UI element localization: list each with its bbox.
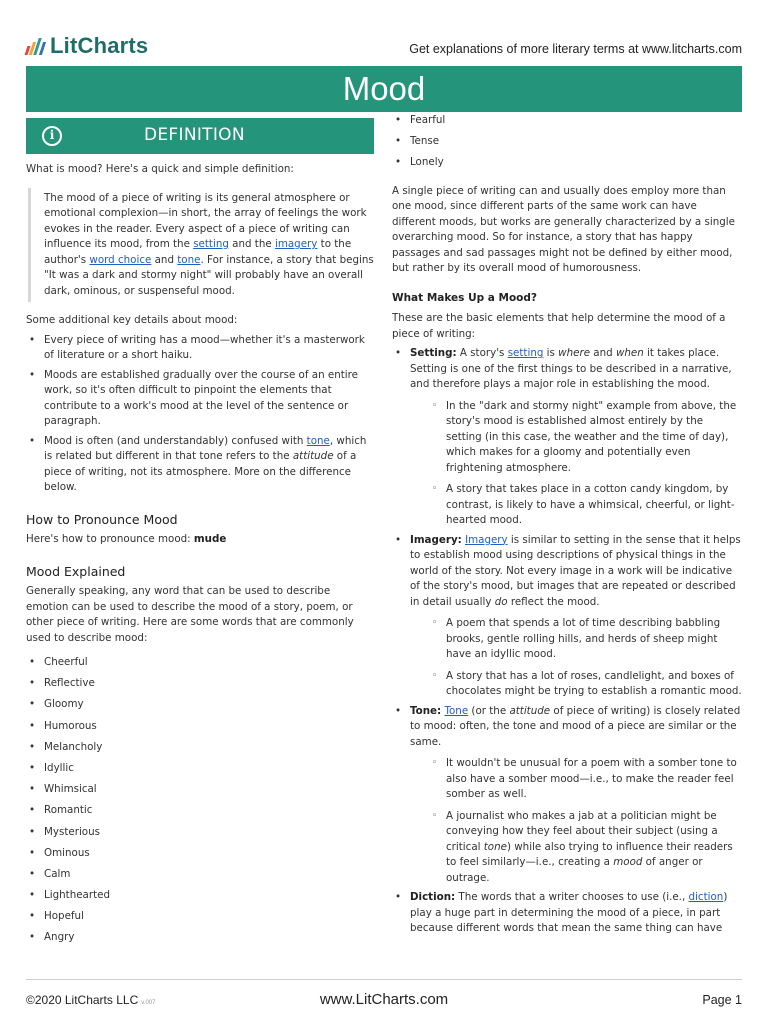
page-header <box>0 0 768 66</box>
list-item: • Cheerful <box>26 652 374 673</box>
link-imagery[interactable]: imagery <box>274 238 318 250</box>
link-setting[interactable]: setting <box>193 238 229 250</box>
link-word-choice[interactable]: word choice <box>89 253 152 266</box>
page-title: Mood <box>342 70 426 107</box>
definition-intro: What is mood? Here's a quick and simple definition: <box>26 163 294 175</box>
list-item: • Humorous <box>26 716 374 737</box>
list-item: • Tone: Tone (or the attitude of piece of writing) is closely related to mood: often, the tone and mood of a piece are similar or the same. ◦ It wouldn't be unusual for a poem with a somber tone to also have a somber mood—i.e., to make the reader feel somber as well. ◦ A journalist who makes a jab at a politician might be conveying how they feel about their subject (using a critical tone) while also trying to influence their readers to feel similarly—i.e., creating a mood of anger or outrage. <box>392 704 742 887</box>
list-item: • Every piece of writing has a mood—whether it's a masterwork of literature or a short haiku. <box>26 333 374 364</box>
makeup-intro: These are the basic elements that help determine the mood of a piece of writing: <box>392 312 726 340</box>
list-item: ◦ In the "dark and stormy night" example from above, the story's mood is established almost entirely by the setting (in this case, the weather and the time of day), which makes for a gloomy and potentially even frightening atmosphere. <box>428 399 742 477</box>
mood-word-list-continued <box>392 110 742 174</box>
list-item: • Romantic <box>26 800 374 821</box>
list-item: ◦ A journalist who makes a jab at a politician might be conveying how they feel about their subject (using a critical tone) while also trying to influence their readers to feel similarly—i.e., creating a mood of anger or outrage. <box>428 809 742 887</box>
details-list <box>26 333 374 496</box>
footer-version: v.007 <box>141 1000 156 1006</box>
list-item: • Whimsical <box>26 779 374 800</box>
list-item: ◦ A story that takes place in a cotton candy kingdom, by contrast, is likely to have a whimsical, cheerful, or light-hearted mood. <box>428 482 742 529</box>
list-item: • Mood is often (and understandably) confused with tone, which is related but different in that tone refers to the attitude of a piece of writing, not its atmosphere. More on the difference below. <box>26 434 374 496</box>
list-item: • Ominous <box>26 843 374 864</box>
list-item: • Moods are established gradually over the course of an entire work, so it's often difficult to pinpoint the elements that contribute to a work's mood at the level of the sentence or paragraph. <box>26 368 374 430</box>
logo-text: LitCharts <box>50 33 149 58</box>
list-item: • Angry <box>26 927 374 948</box>
header-tagline: Get explanations of more literary terms at www.litcharts.com <box>409 42 742 56</box>
list-item: • Imagery: Imagery is similar to setting in the sense that it helps to establish mood using descriptions of physical things in the world of the story. Not every image in a work will be indicative of the story's mood, but images that are repeated or described in detail usually do reflect the mood. ◦ A poem that spends a lot of time describing babbling brooks, gentle rolling hills, and herds of sheep might have an idyllic mood. ◦ A story that has a lot of roses, candlelight, and boxes of chocolates might be trying to establish a romantic mood. <box>392 533 742 700</box>
details-intro: Some additional key details about mood: <box>26 314 238 326</box>
footer-copyright: ©2020 LitCharts LLC v.007 <box>26 993 156 1007</box>
list-item: • Idyllic <box>26 758 374 779</box>
list-item: • Setting: A story's setting is where and when it takes place. Setting is one of the first things to be described in a narrative, and therefore plays a major role in establishing the mood. ◦ In the "dark and stormy night" example from above, the story's mood is established almost entirely by the setting (in this case, the weather and the time of day), which makes for a gloomy and potentially even frightening atmosphere. ◦ A story that takes place in a cotton candy kingdom, by contrast, is likely to have a whimsical, cheerful, or light-hearted mood. <box>392 346 742 529</box>
list-item: • Gloomy <box>26 694 374 715</box>
makeup-heading: What Makes Up a Mood? <box>392 291 538 304</box>
definition-label: DEFINITION <box>144 125 245 146</box>
mood-elements-list <box>392 346 742 937</box>
link-imagery[interactable]: Imagery <box>465 533 508 546</box>
list-item: • Tense <box>392 131 742 152</box>
explained-text: Generally speaking, any word that can be used to describe emotion can be used to describe the mood of a story, poem, or other piece of writing. Here are some words that are commonly used to describe mood: <box>26 585 354 644</box>
pronounce-heading: How to Pronounce Mood <box>26 511 178 527</box>
footer-page-number: Page 1 <box>702 993 742 1007</box>
pronounce-text: Here's how to pronounce mood: mude <box>26 533 227 545</box>
list-item: • Mysterious <box>26 822 374 843</box>
link-setting[interactable]: setting <box>507 347 544 360</box>
logo-bars-icon <box>26 37 44 55</box>
explained-heading: Mood Explained <box>26 563 126 579</box>
setting-examples <box>428 399 742 529</box>
link-tone[interactable]: tone <box>306 434 330 447</box>
title-bar <box>26 66 742 112</box>
definition-bar <box>26 118 374 154</box>
footer-divider <box>26 979 742 980</box>
list-item: ◦ A story that has a lot of roses, candlelight, and boxes of chocolates might be trying to establish a romantic mood. <box>428 669 742 700</box>
list-item: • Lighthearted <box>26 885 374 906</box>
definition-quote: The mood of a piece of writing is its general atmosphere or emotional complexion—in short, the array of feelings the work evokes in the reader. Every aspect of a piece of writing can influence its mood, from the setting and the imagery to the author's word choice and tone. For instance, a story that begins "It was a dark and stormy night" will probably have an overall dark, ominous, or suspenseful mood. <box>28 188 374 303</box>
litcharts-logo[interactable] <box>26 33 148 59</box>
info-icon: i <box>42 126 62 146</box>
pronounce-word: mude <box>193 533 227 545</box>
list-item: • Calm <box>26 864 374 885</box>
list-item: • Hopeful <box>26 906 374 927</box>
single-mood-paragraph: A single piece of writing can and usually does employ more than one mood, since different parts of the same work can have different moods, but works are generally characterized by a single overarching mood. So for instance, a story that has happy passages and sad passages might not be defined by either mood, but rather by its overall mood of humorousness. <box>392 184 735 275</box>
link-tone[interactable]: Tone <box>444 704 469 717</box>
mood-word-list <box>26 652 374 949</box>
list-item: • Diction: The words that a writer chooses to use (i.e., diction) play a huge part in determining the mood of a piece, in part because different words that mean the same thing can have <box>392 890 742 937</box>
list-item: • Fearful <box>392 110 742 131</box>
right-column <box>392 116 742 937</box>
list-item: • Reflective <box>26 673 374 694</box>
tone-examples <box>428 756 742 886</box>
link-tone[interactable]: tone <box>177 253 201 266</box>
list-item: ◦ It wouldn't be unusual for a poem with a somber tone to also have a somber mood—i.e., to make the reader feel somber as well. <box>428 756 742 803</box>
footer-site-link[interactable]: www.LitCharts.com <box>319 991 449 1008</box>
imagery-examples <box>428 616 742 700</box>
list-item: ◦ A poem that spends a lot of time describing babbling brooks, gentle rolling hills, and herds of sheep might have an idyllic mood. <box>428 616 742 663</box>
list-item: • Lonely <box>392 152 742 173</box>
link-diction[interactable]: diction <box>688 891 724 904</box>
left-column <box>26 116 374 949</box>
list-item: • Melancholy <box>26 737 374 758</box>
